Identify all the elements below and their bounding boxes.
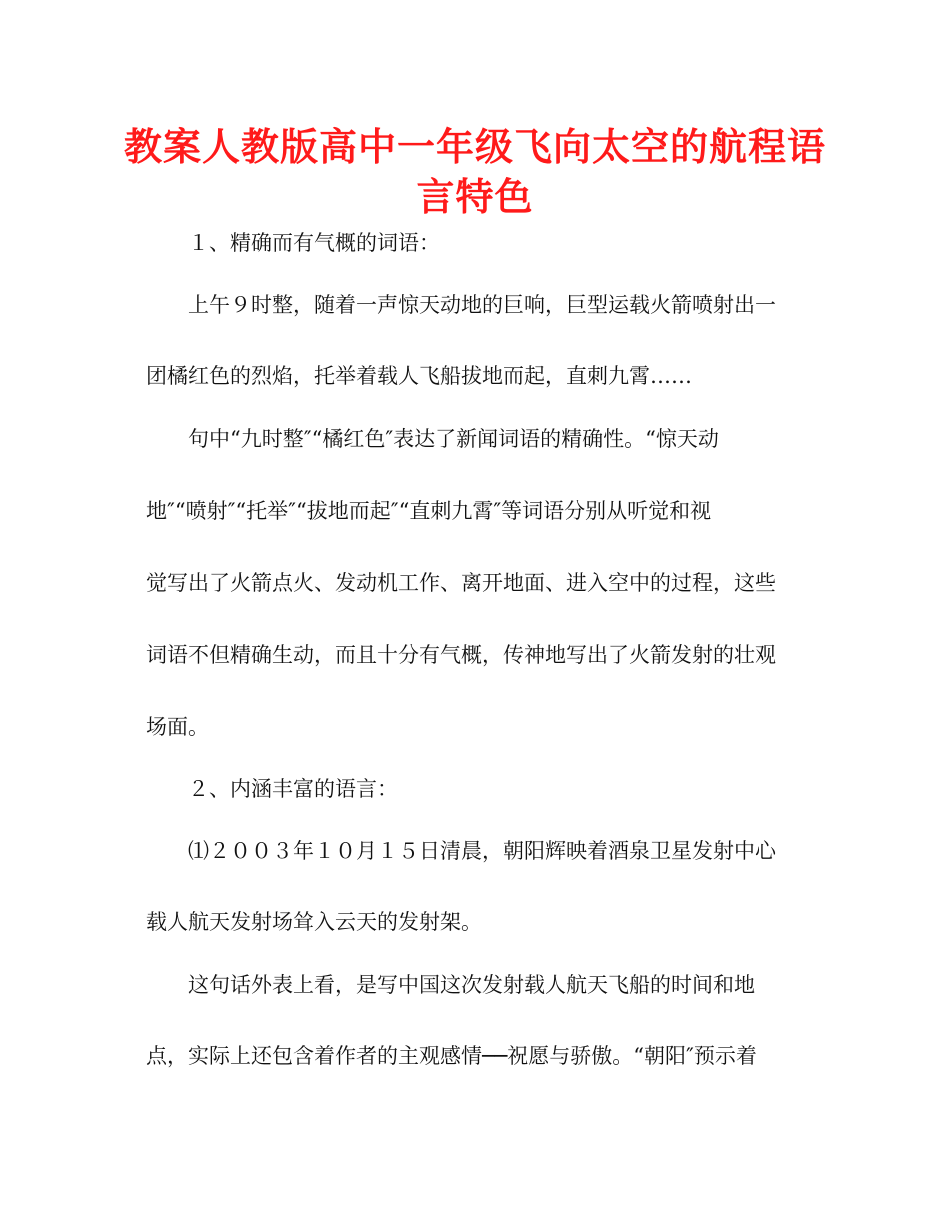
paragraph-line: 觉写出了火箭点火、发动机工作、离开地面、进入空中的过程，这些	[146, 571, 776, 595]
paragraph-line: 载人航天发射场耸入云天的发射架。	[146, 910, 482, 934]
paragraph-line: 点，实际上还包含着作者的主观感情──祝愿与骄傲。“朝阳″预示着	[146, 1044, 757, 1068]
section-heading-2: ２、内涵丰富的语言：	[188, 777, 398, 801]
document-title	[120, 122, 830, 222]
paragraph-line: 这句话外表上看，是写中国这次发射载人航天飞船的时间和地	[188, 973, 755, 997]
paragraph-line: 地″“喷射″“托举″“拔地而起″“直刺九霄″等词语分别从听觉和视	[146, 499, 712, 523]
paragraph-line: ⑴２００３年１０月１５日清晨，朝阳辉映着酒泉卫星发射中心	[188, 839, 776, 863]
section-heading-1: １、精确而有气概的词语：	[188, 231, 440, 255]
paragraph-line: 句中“九时整″“橘红色″表达了新闻词语的精确性。“惊天动	[188, 427, 719, 451]
title-line-2: 言特色	[416, 175, 534, 219]
paragraph-line: 场面。	[146, 715, 209, 739]
title-line-1: 教案人教版高中一年级飞向太空的航程语	[123, 125, 826, 169]
paragraph-line: 团橘红色的烈焰，托举着载人飞船拔地而起，直刺九霄……	[146, 364, 692, 388]
paragraph-line: 上午９时整，随着一声惊天动地的巨响，巨型运载火箭喷射出一	[188, 293, 776, 317]
paragraph-line: 词语不但精确生动，而且十分有气概，传神地写出了火箭发射的壮观	[146, 643, 776, 667]
